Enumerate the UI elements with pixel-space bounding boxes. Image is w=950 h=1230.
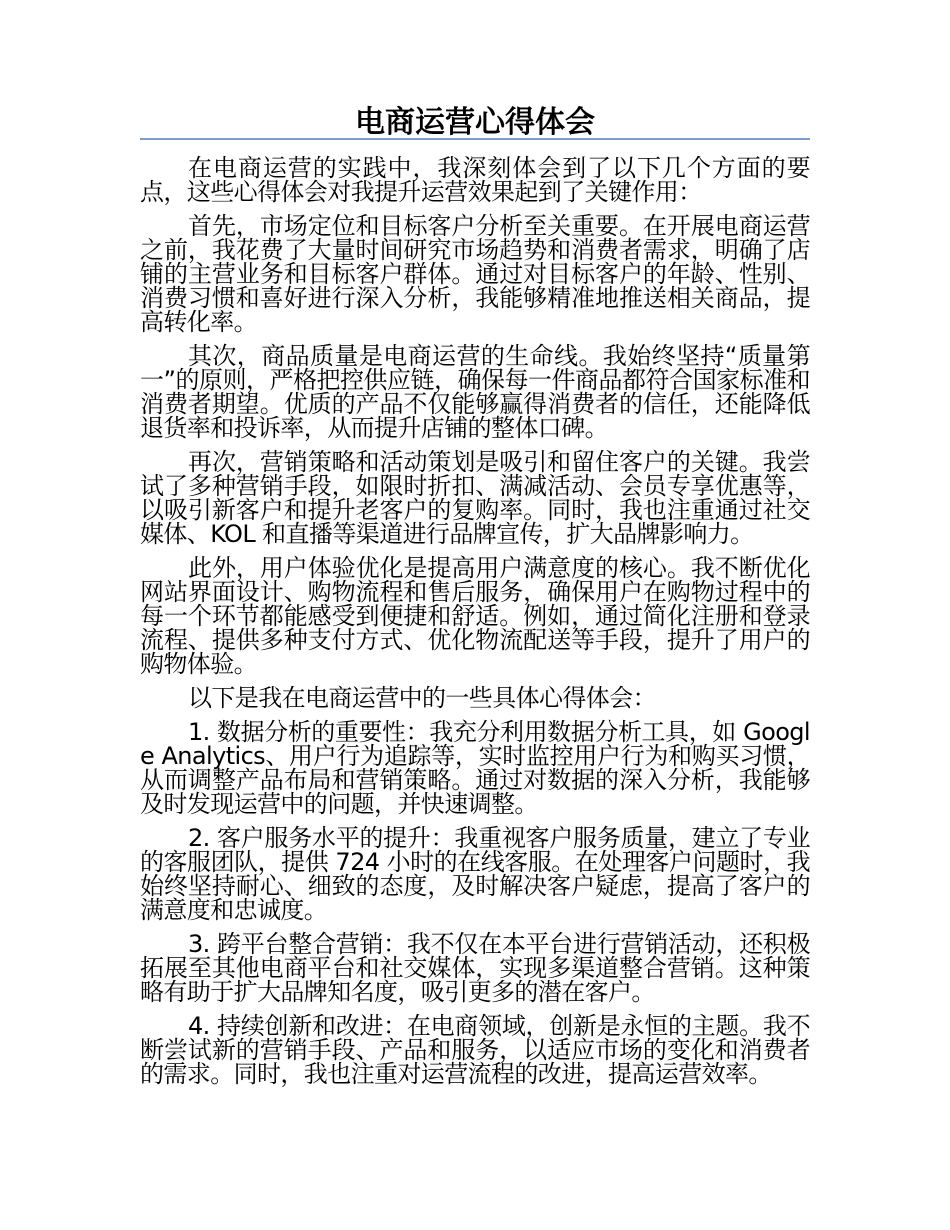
title-underline <box>140 138 810 140</box>
paragraph-list-intro: 以下是我在电商运营中的一些具体心得体会： <box>188 684 656 712</box>
list-item-cross-platform: 3. 跨平台整合营销：我不仅在本平台进行营销活动，还积极拓展至其他电商平台和社交媒体，实现多渠道整合营销。这种策略有助于扩大品牌知名度，吸引更多的潜在客户。 <box>140 930 810 1006</box>
list-item-innovation: 4. 持续创新和改进：在电商领域，创新是永恒的主题。我不断尝试新的营销手段、产品和服务，以适应市场的变化和消费者的需求。同时，我也注重对运营流程的改进，提高运营效率。 <box>140 1012 810 1088</box>
list-item-data-analysis: 1. 数据分析的重要性：我充分利用数据分析工具，如 Google Analytics、用户行为追踪等，实时监控用户行为和购买习惯，从而调整产品布局和营销策略。通过对数据的深入分析，我能够及时发现运营中的问题，并快速调整。 <box>140 718 810 818</box>
paragraph-intro: 在电商运营的实践中，我深刻体会到了以下几个方面的要点，这些心得体会对我提升运营效果起到了关键作用： <box>140 154 810 206</box>
list-item-customer-service: 2. 客户服务水平的提升：我重视客户服务质量，建立了专业的客服团队，提供 724 小时的在线客服。在处理客户问题时，我始终坚持耐心、细致的态度，及时解决客户疑虑，提高了客户的满意度和忠诚度。 <box>140 824 810 924</box>
paragraph-marketing-strategy: 再次，营销策略和活动策划是吸引和留住客户的关键。我尝试了多种营销手段，如限时折扣、满减活动、会员专享优惠等，以吸引新客户和提升老客户的复购率。同时，我也注重通过社交媒体、KOL 和直播等渠道进行品牌宣传，扩大品牌影响力。 <box>140 448 810 548</box>
paragraph-user-experience: 此外，用户体验优化是提高用户满意度的核心。我不断优化网站界面设计、购物流程和售后服务，确保用户在购物过程中的每一个环节都能感受到便捷和舒适。例如，通过简化注册和登录流程、提供多种支付方式、优化物流配送等手段，提升了用户的购物体验。 <box>140 554 810 678</box>
paragraph-market-positioning: 首先，市场定位和目标客户分析至关重要。在开展电商运营之前，我花费了大量时间研究市场趋势和消费者需求，明确了店铺的主营业务和目标客户群体。通过对目标客户的年龄、性别、消费习惯和喜好进行深入分析，我能够精准地推送相关商品，提高转化率。 <box>140 212 810 336</box>
document-body <box>140 156 810 1096</box>
document-title: 电商运营心得体会 <box>355 105 595 140</box>
paragraph-product-quality: 其次，商品质量是电商运营的生命线。我始终坚持“质量第一”的原则，严格把控供应链，确保每一件商品都符合国家标准和消费者期望。优质的产品不仅能够赢得消费者的信任，还能降低退货率和投诉率，从而提升店铺的整体口碑。 <box>140 342 810 442</box>
